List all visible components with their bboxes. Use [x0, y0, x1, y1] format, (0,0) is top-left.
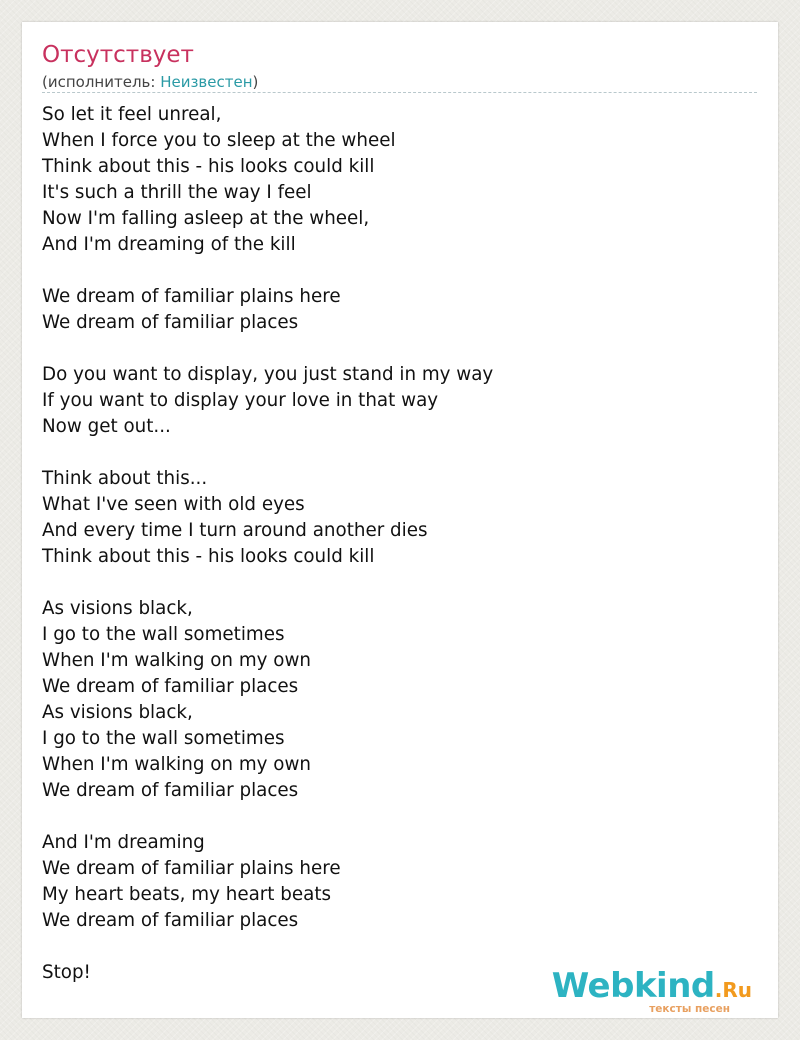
logo-tld: .Ru [714, 978, 752, 1002]
lyric-line: Stop! [42, 962, 91, 983]
site-logo[interactable] [551, 966, 752, 1015]
lyric-line: And I'm dreaming of the kill [42, 234, 296, 255]
song-title: Отсутствует [42, 42, 194, 68]
lyric-line: As visions black, [42, 598, 193, 619]
lyric-line: I go to the wall sometimes [42, 728, 285, 749]
artist-line [42, 73, 258, 91]
lyric-line: When I'm walking on my own [42, 650, 311, 671]
lyric-line: And I'm dreaming [42, 832, 205, 853]
lyric-line: Now I'm falling asleep at the wheel, [42, 208, 370, 229]
artist-suffix: ) [252, 73, 259, 91]
lyric-line: We dream of familiar places [42, 312, 299, 333]
lyric-line: I go to the wall sometimes [42, 624, 285, 645]
lyric-line: Think about this - his looks could kill [42, 156, 375, 177]
lyric-line: As visions black, [42, 702, 193, 723]
logo-wordmark [551, 966, 752, 1007]
lyric-line: It's such a thrill the way I feel [42, 182, 312, 203]
logo-tagline: тексты песен [649, 1003, 730, 1015]
stanza-gap [42, 570, 742, 596]
artist-link[interactable]: Неизвестен [160, 73, 253, 91]
lyric-line: We dream of familiar places [42, 780, 299, 801]
lyric-line: If you want to display your love in that way [42, 390, 439, 411]
stanza-gap [42, 440, 742, 466]
stanza-gap [42, 804, 742, 830]
stanza-gap [42, 934, 742, 960]
lyric-line: Think about this... [42, 468, 208, 489]
lyric-line: When I'm walking on my own [42, 754, 311, 775]
lyric-line: Do you want to display, you just stand in my way [42, 364, 494, 385]
lyric-line: We dream of familiar plains here [42, 286, 341, 307]
lyric-line: We dream of familiar plains here [42, 858, 341, 879]
lyric-line: We dream of familiar places [42, 910, 299, 931]
lyric-line: What I've seen with old eyes [42, 494, 305, 515]
lyric-line: Think about this - his looks could kill [42, 546, 375, 567]
lyric-line: And every time I turn around another dies [42, 520, 428, 541]
lyric-line: So let it feel unreal, [42, 104, 222, 125]
lyric-line: My heart beats, my heart beats [42, 884, 332, 905]
logo-name: Webkind [551, 966, 715, 1006]
stanza-gap [42, 258, 742, 284]
lyric-line: Now get out... [42, 416, 171, 437]
title-divider [42, 92, 757, 93]
lyric-line: When I force you to sleep at the wheel [42, 130, 396, 151]
lyrics-card [22, 22, 778, 1018]
artist-prefix: (исполнитель: [42, 73, 161, 91]
stanza-gap [42, 336, 742, 362]
lyric-line: We dream of familiar places [42, 676, 299, 697]
lyrics-text [42, 102, 742, 986]
